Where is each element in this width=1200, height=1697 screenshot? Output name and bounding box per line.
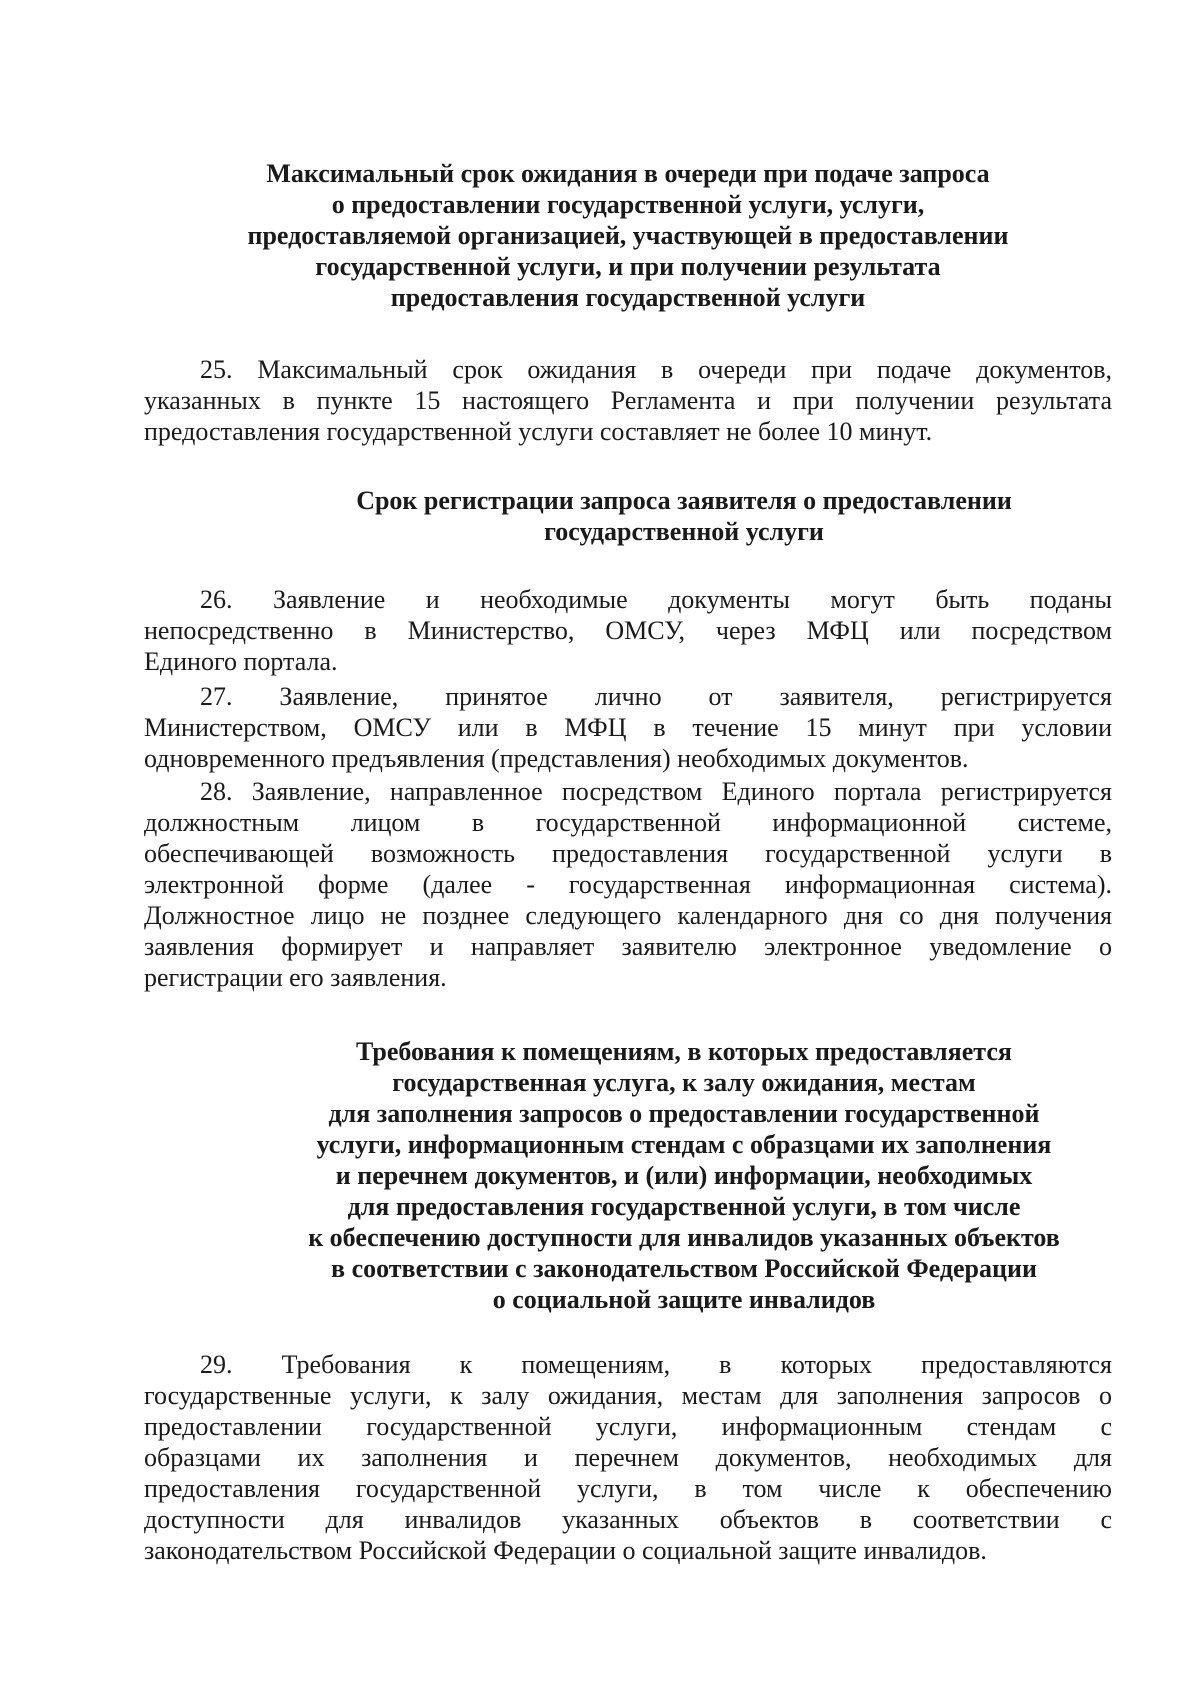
paragraph-line: доступности для инвалидов указанных объектов в соответствии с [144,1505,1112,1534]
paragraph-line: предоставлении государственной услуги, информационным стендам с [144,1412,1112,1441]
heading-line: предоставляемой организацией, участвующей в предоставлении [247,221,1009,250]
paragraph-line: указанных в пункте 15 настоящего Регламента и при получении результата [144,386,1112,415]
heading-line: государственной услуги, и при получении результата [315,252,941,281]
paragraph-line: Единого портала. [144,647,338,676]
heading-line: к обеспечению доступности для инвалидов указанных объектов [308,1223,1060,1252]
heading-line: и перечнем документов, и (или) информации, необходимых [335,1161,1033,1190]
heading-line: о социальной защите инвалидов [492,1285,876,1314]
paragraph-line: заявления формирует и направляет заявителю электронное уведомление о [144,932,1112,961]
heading-line: в соответствии с законодательством Российской Федерации [331,1254,1037,1283]
heading-line: Требования к помещениям, в которых предоставляется [356,1037,1012,1066]
heading-line: для заполнения запросов о предоставлении государственной [328,1099,1040,1128]
paragraph-line: 25. Максимальный срок ожидания в очереди при подаче документов, [200,355,1112,384]
paragraph-line: обеспечивающей возможность предоставления государственной услуги в [144,839,1112,868]
heading-line: государственная услуга, к залу ожидания, местам [392,1068,976,1097]
paragraph-line: 29. Требования к помещениям, в которых предоставляются [200,1350,1112,1379]
paragraph-25 [144,354,1112,447]
paragraph-line: предоставления государственной услуги составляет не более 10 минут. [144,417,933,446]
paragraph-line: государственные услуги, к залу ожидания, местам для заполнения запросов о [144,1381,1112,1410]
heading-line: государственной услуги [544,517,824,546]
paragraph-line: 28. Заявление, направленное посредством Единого портала регистрируется [200,777,1112,806]
paragraph-line: Должностное лицо не позднее следующего календарного дня со дня получения [144,901,1112,930]
paragraph-line: 26. Заявление и необходимые документы могут быть поданы [200,585,1112,614]
paragraph-line: электронной форме (далее - государственная информационная система). [144,870,1112,899]
paragraph-line: законодательством Российской Федерации о социальной защите инвалидов. [144,1536,987,1565]
paragraph-line: Министерством, ОМСУ или в МФЦ в течение 15 минут при условии [144,713,1112,742]
heading-line: о предоставлении государственной услуги, услуги, [331,190,925,219]
heading-line: для предоставления государственной услуги, в том числе [347,1192,1021,1221]
paragraph-line: должностным лицом в государственной информационной системе, [144,808,1112,837]
section-heading-waiting-time [144,158,1112,313]
paragraph-line: предоставления государственной услуги, в том числе к обеспечению [144,1474,1112,1503]
paragraph-line: одновременного предъявления (представления) необходимых документов. [144,744,969,773]
paragraph-28 [144,776,1112,993]
paragraph-27 [144,681,1112,774]
heading-line: Максимальный срок ожидания в очереди при подаче запроса [266,159,990,188]
section-heading-premises-requirements [200,1036,1168,1315]
heading-line: услуги, информационным стендам с образцами их заполнения [316,1130,1052,1159]
paragraph-26 [144,584,1112,677]
paragraph-line: регистрации его заявления. [144,963,447,992]
paragraph-29 [144,1349,1112,1566]
paragraph-line: непосредственно в Министерство, ОМСУ, через МФЦ или посредством [144,616,1112,645]
paragraph-line: образцами их заполнения и перечнем документов, необходимых для [144,1443,1112,1472]
paragraph-line: 27. Заявление, принятое лично от заявителя, регистрируется [200,682,1112,711]
heading-line: Срок регистрации запроса заявителя о предоставлении [356,486,1012,515]
section-heading-registration-time [200,485,1168,547]
heading-line: предоставления государственной услуги [390,283,866,312]
